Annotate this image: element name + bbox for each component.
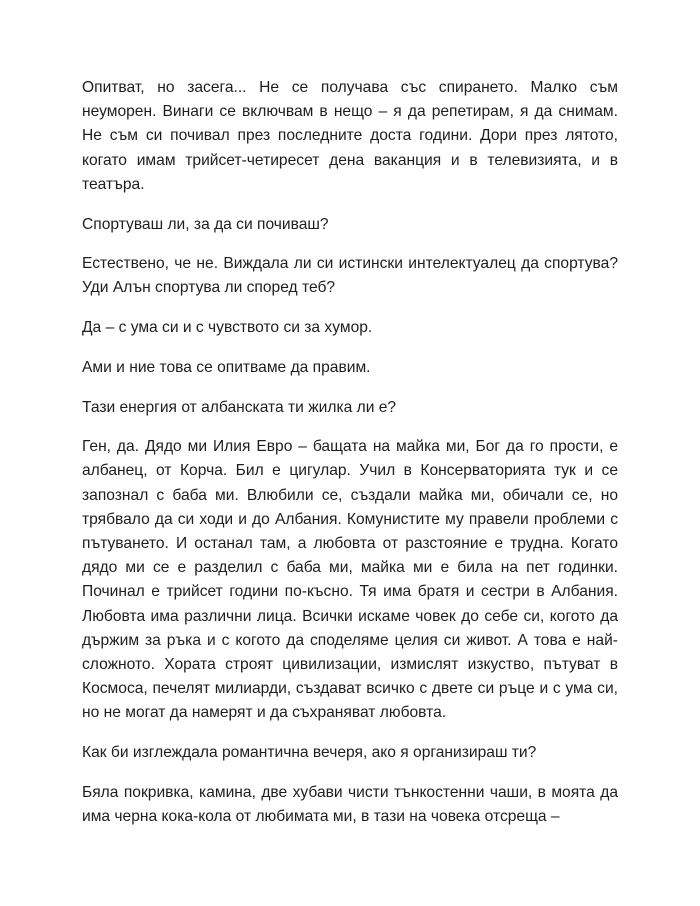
answer-paragraph: Естествено, че не. Виждала ли си истински интелектуалец да спортува? Уди Алън спортува ли според теб? xyxy=(82,255,618,297)
answer-paragraph: Ами и ние това се опитваме да правим. xyxy=(82,358,371,376)
answer-paragraph: Опитват, но засега... Не се получава със спирането. Малко съм неуморен. Винаги се включвам в нещо – я да репетирам, я да снимам. Не съм си почивал през последните доста години. Дори през лятото, когато имам трийсет-четиресет дена ваканция и в телевизията, и в театъра. xyxy=(82,79,618,193)
question-paragraph: Спортуваш ли, за да си почиваш? xyxy=(82,215,329,233)
question-paragraph: Да – с ума си и с чувството си за хумор. xyxy=(82,319,373,337)
answer-paragraph: Ген, да. Дядо ми Илия Евро – бащата на майка ми, Бог да го прости, е албанец, от Корча. Бил е цигулар. Учил в Консерваторията тук и се запознал с баба ми. Влюбили се, създали майка ми, обичали се, но трябвало да си ходи и до Албания. Комунистите му правели проблеми с пътуването. И останал там, а любовта от разстояние е трудна. Когато дядо ми се е разделил с баба ми, майка ми е била на пет годинки. Починал е трийсет години по-късно. Тя има братя и сестри в Албания. Любовта има различни лица. Всички искаме човек до себе си, когото да държим за ръка и с когото да споделяме целия си живот. А това е най-сложното. Хората строят цивилизации, измислят изкуство, пътуват в Космоса, печелят милиарди, създават всичко с двете си ръце и с ума си, но не могат да намерят и да съхраняват любовта. xyxy=(82,438,618,722)
answer-paragraph: Бяла покривка, камина, две хубави чисти тънкостенни чаши, в моята да има черна кока-кола от любимата ми, в тази на човека отсреща – xyxy=(82,783,618,826)
interview-text xyxy=(82,76,618,829)
question-paragraph: Как би изглеждала романтична вечеря, ако я организираш ти? xyxy=(82,744,537,762)
question-paragraph: Тази енергия от албанската ти жилка ли е? xyxy=(82,398,397,416)
